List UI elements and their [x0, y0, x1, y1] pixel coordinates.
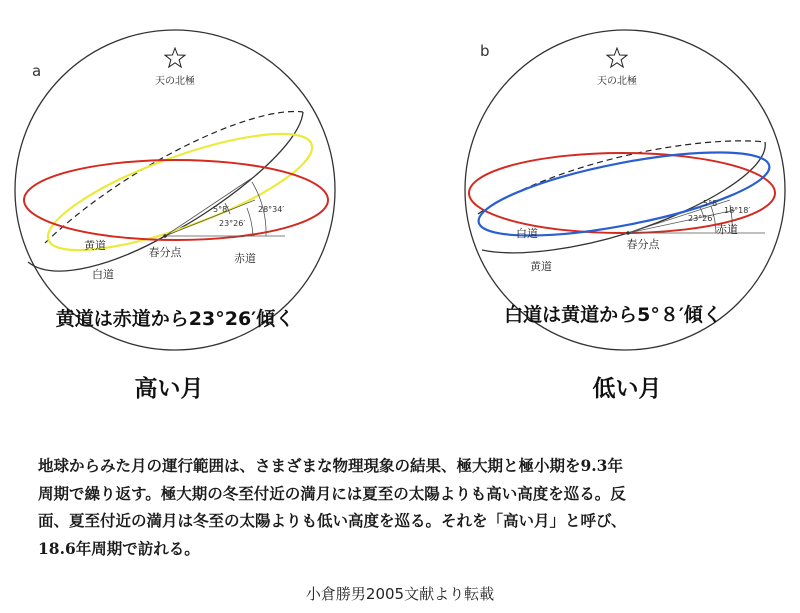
ecliptic-label-a: 黄道: [84, 239, 106, 252]
statement-b: 白道は黄道から5°８′傾く: [504, 304, 722, 326]
panel-a-letter: a: [32, 62, 42, 80]
angle-small-label-b: 5°8′: [703, 199, 719, 208]
caption-line: 面、夏至付近の満月は冬至の太陽よりも低い高度を巡る。それを「高い月」と呼び、: [38, 511, 627, 530]
equinox-point-a: [163, 234, 167, 238]
angle-mid-label-b: 23°26′: [688, 214, 715, 223]
star-icon: [607, 48, 627, 67]
angle-small-label-a: 5°8′: [213, 205, 229, 214]
equinox-label-b: 春分点: [626, 238, 660, 251]
moon-path-back-a: [45, 111, 303, 243]
panel-b: [465, 30, 785, 402]
equator-orbit-a: [24, 160, 328, 240]
north-pole-label-b: 天の北極: [597, 76, 637, 87]
angle-large-label-b: 18°18′: [724, 206, 751, 215]
equinox-label-a: 春分点: [148, 246, 182, 259]
north-pole-label-a: 天の北極: [155, 76, 195, 87]
equator-label-a: 赤道: [234, 252, 256, 265]
moon-path-label-b: 白道: [516, 227, 538, 240]
caption-line: 18.6年周期で訪れる。: [38, 538, 200, 558]
panel-a: [15, 30, 335, 402]
angle-mid-label-a: 23°26′: [219, 219, 246, 228]
source-credit: 小倉勝男2005文献より転載: [305, 585, 495, 603]
equinox-point-b: [626, 231, 630, 235]
moon-path-label-a: 白道: [92, 268, 114, 281]
caption-line: 地球からみた月の運行範囲は、さまざまな物理現象の結果、極大期と極小期を9.3年: [38, 456, 623, 475]
statement-a: 黄道は赤道から23°26′傾く: [55, 308, 295, 330]
caption-line: 周期で繰り返す。極大期の冬至付近の満月には夏至の太陽よりも高い高度を巡る。反: [38, 483, 626, 503]
heading-b: 低い月: [592, 376, 662, 402]
caption: [38, 452, 768, 562]
heading-a: 高い月: [134, 376, 204, 402]
angle-arc-mid-a: [247, 208, 253, 236]
ecliptic-label-b: 黄道: [530, 260, 552, 273]
panel-b-letter: b: [480, 42, 490, 60]
star-icon: [165, 48, 185, 67]
ray-ecliptic-a: [165, 200, 255, 236]
equator-label-b: 赤道: [716, 223, 738, 236]
angle-large-label-a: 28°34′: [258, 205, 285, 214]
